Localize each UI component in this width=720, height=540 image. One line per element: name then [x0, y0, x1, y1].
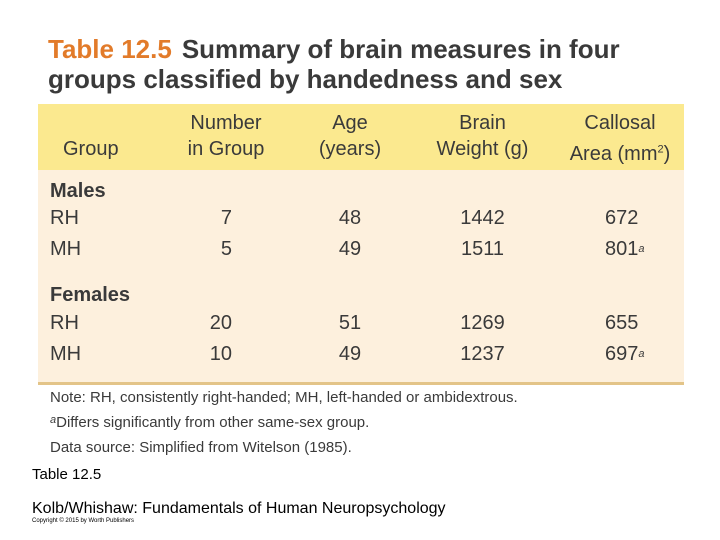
footnote-marker: a	[638, 348, 645, 360]
row-weight: 1442	[460, 207, 505, 229]
title-line-2: groups classified by handedness and sex	[48, 64, 563, 94]
row-area-value: 655	[605, 312, 639, 334]
header-callosal-line1: Callosal	[584, 112, 656, 134]
row-number: 10	[209, 343, 232, 365]
row-age: 49	[338, 343, 362, 365]
footnote-marker: a	[50, 414, 57, 426]
header-number-line2: in Group	[187, 138, 265, 160]
table-title	[48, 34, 698, 94]
row-age: 51	[338, 312, 362, 334]
header-callosal-sup: 2	[657, 143, 664, 155]
title-line-1: Summary of brain measures in four	[181, 34, 620, 64]
header-callosal-area	[565, 110, 675, 167]
header-age-line1: Age	[332, 112, 368, 134]
table-number: Table 12.5	[48, 34, 172, 64]
header-callosal-close: )	[663, 142, 671, 165]
row-number: 5	[220, 238, 232, 260]
footnote-marker: a	[638, 243, 645, 255]
note-abbreviations: Note: RH, consistently right-handed; MH, left-handed or ambidextrous.	[50, 389, 518, 406]
row-area-value: 801	[605, 238, 639, 260]
row-area	[605, 310, 638, 336]
table-bottom-rule	[38, 382, 684, 385]
header-brain-line2: Weight (g)	[436, 138, 529, 160]
group-name-females: Females	[50, 284, 131, 306]
row-label: RH	[50, 207, 79, 229]
header-group: Group	[63, 138, 119, 160]
header-callosal-line2	[570, 143, 671, 165]
header-age-line2: (years)	[318, 138, 382, 160]
row-area	[605, 205, 638, 231]
row-weight: 1511	[460, 238, 504, 260]
row-age: 48	[338, 207, 362, 229]
row-weight: 1269	[460, 312, 505, 334]
note-source: Data source: Simplified from Witelson (1985).	[50, 439, 352, 456]
group-name-males: Males	[50, 180, 106, 202]
row-label: MH	[50, 343, 82, 365]
row-label: RH	[50, 312, 79, 334]
copyright-notice: Copyright © 2015 by Worth Publishers	[32, 518, 135, 524]
header-callosal-unit: Area (mm	[569, 142, 658, 165]
header-number-line1: Number	[190, 112, 262, 134]
header-brain-weight	[430, 110, 535, 162]
row-weight: 1237	[460, 343, 505, 365]
header-age	[310, 110, 390, 162]
header-brain-line1: Brain	[459, 112, 506, 134]
header-number	[180, 110, 272, 162]
row-area-value: 697	[605, 343, 639, 365]
note-significance	[50, 414, 369, 431]
row-area	[605, 341, 645, 367]
row-area-value: 672	[605, 207, 639, 229]
slide-credit: Kolb/Whishaw: Fundamentals of Human Neuropsychology	[32, 500, 446, 517]
slide-caption: Table 12.5	[32, 466, 102, 483]
row-label: MH	[50, 238, 82, 260]
row-area	[605, 236, 645, 262]
row-age: 49	[338, 238, 362, 260]
row-number: 7	[220, 207, 232, 229]
row-number: 20	[209, 312, 232, 334]
note-significance-text: Differs significantly from other same-sex group.	[56, 414, 370, 431]
